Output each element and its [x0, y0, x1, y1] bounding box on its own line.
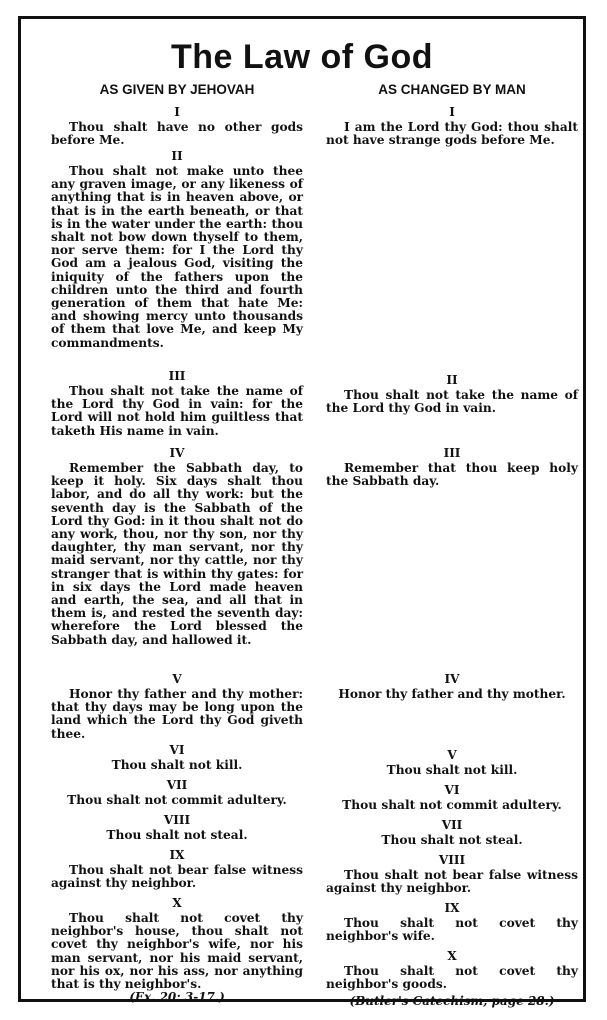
commandment-number: V	[172, 672, 182, 686]
commandment-number: X	[172, 896, 182, 910]
commandment	[326, 446, 578, 488]
commandment	[51, 896, 303, 991]
commandment-text: Honor thy father and thy mother.	[338, 687, 566, 701]
commandment	[51, 105, 303, 147]
commandment	[51, 813, 303, 842]
commandment-text: Honor thy father and thy mother: that thy days may be long upon the land which the Lord thy God giveth thee.	[51, 687, 303, 741]
commandment-number: VI	[169, 743, 185, 757]
commandment-number: III	[168, 369, 186, 383]
commandment-text: Thou shalt not covet thy neighbor's wife.	[326, 916, 578, 944]
commandment-number: V	[447, 748, 457, 762]
document-frame	[18, 16, 586, 1008]
commandment-number: I	[449, 105, 455, 119]
catechism-reference: (Butler's Catechism, page 28.)	[349, 994, 555, 1008]
commandment-number: VII	[441, 818, 463, 832]
scripture-reference: (Ex. 20: 3-17.)	[129, 990, 225, 1004]
commandment-number: IV	[444, 672, 460, 686]
commandment	[51, 743, 303, 772]
commandment-text: Thou shalt not bear false witness against thy neighbor.	[51, 863, 303, 891]
commandment-number: VIII	[163, 813, 191, 827]
commandment-text: Remember that thou keep holy the Sabbath day.	[326, 461, 578, 489]
commandment	[326, 105, 578, 147]
commandment	[51, 369, 303, 438]
commandment-text: Thou shalt not commit adultery.	[342, 798, 562, 812]
commandment-text: Thou shalt not steal.	[381, 833, 523, 847]
column-heading: AS GIVEN BY JEHOVAH	[99, 82, 255, 97]
commandment-number: IX	[169, 848, 185, 862]
commandment	[326, 373, 578, 415]
commandment-text: Thou shalt not kill.	[111, 758, 243, 772]
commandment	[51, 672, 303, 741]
commandment-number: III	[443, 446, 461, 460]
commandment	[326, 783, 578, 812]
commandment	[51, 446, 303, 647]
commandment-text: Thou shalt not covet thy neighbor's house, thou shalt not covet thy neighbor's wife, nor his man servant, nor his maid servant, nor his ox, nor his ass, nor anything that is thy neighbor's.	[51, 911, 303, 992]
commandment	[51, 778, 303, 807]
commandment-text: Thou shalt not make unto thee any graven image, or any likeness of anything that is in heaven above, or that is in the earth beneath, or that is in the water under the earth: thou shalt not bow down thyself to them, nor serve them: for I the Lord thy God am a jealous God, visiting the iniquity of the fathers upon the children unto the third and fourth generation of them that hate Me: and showing mercy unto thousands of them that love Me, and keep My commandments.	[51, 164, 303, 350]
commandment-number: IX	[444, 901, 460, 915]
commandment-text: Thou shalt have no other gods before Me.	[51, 120, 303, 148]
commandment-text: Thou shalt not bear false witness against thy neighbor.	[326, 868, 578, 896]
commandment-text: I am the Lord thy God: thou shalt not have strange gods before Me.	[326, 120, 578, 148]
commandment-number: VI	[444, 783, 460, 797]
commandment-text: Thou shalt not kill.	[386, 763, 518, 777]
page-title: The Law of God	[171, 38, 433, 76]
commandment-number: II	[446, 373, 458, 387]
commandment-text: Thou shalt not commit adultery.	[67, 793, 287, 807]
commandment-number: II	[171, 149, 183, 163]
commandment	[51, 149, 303, 350]
commandment-number: I	[174, 105, 180, 119]
commandment	[326, 901, 578, 943]
commandment-text: Thou shalt not steal.	[106, 828, 248, 842]
commandment	[326, 672, 578, 701]
commandment-number: X	[447, 949, 457, 963]
commandment-number: VII	[166, 778, 188, 792]
commandment-text: Thou shalt not take the name of the Lord thy God in vain: for the Lord will not hold him guiltless that taketh His name in vain.	[51, 384, 303, 438]
commandment-number: IV	[169, 446, 185, 460]
commandment-number: VIII	[438, 853, 466, 867]
commandment	[326, 949, 578, 991]
commandment-text: Thou shalt not covet thy neighbor's goods.	[326, 964, 578, 992]
commandment	[51, 848, 303, 890]
commandment	[326, 748, 578, 777]
commandment	[326, 818, 578, 847]
commandment	[326, 853, 578, 895]
column-heading: AS CHANGED BY MAN	[378, 82, 526, 97]
commandment-text: Thou shalt not take the name of the Lord thy God in vain.	[326, 388, 578, 416]
commandment-text: Remember the Sabbath day, to keep it holy. Six days shalt thou labor, and do all thy work: but the seventh day is the Sabbath of the Lord thy God: in it thou shalt not do any work, thou, nor thy son, nor thy daughter, thy man servant, nor thy maid servant, nor thy cattle, nor thy stranger that is within thy gates: for in six days the Lord made heaven and earth, the sea, and all that in them is, and rested the seventh day: wherefore the Lord blessed the Sabbath day, and hallowed it.	[51, 461, 303, 647]
